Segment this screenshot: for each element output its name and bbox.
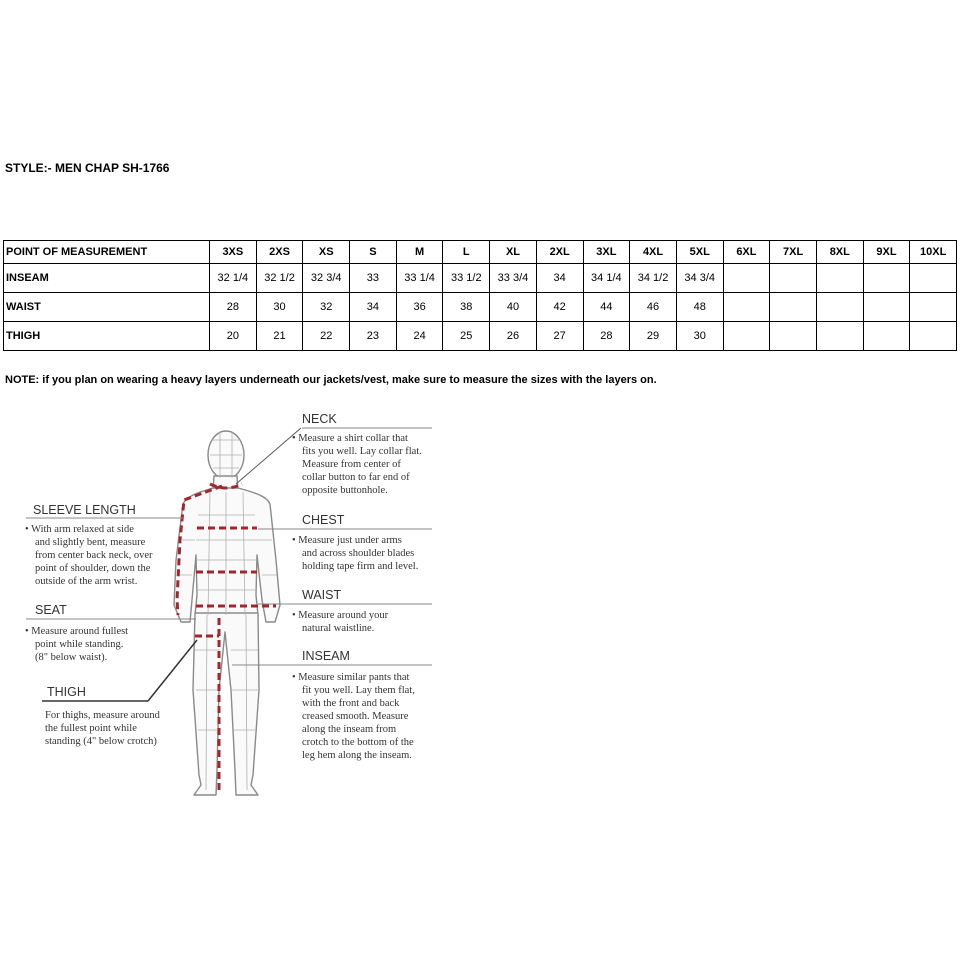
inseam-callout bbox=[232, 649, 432, 761]
svg-text:opposite buttonhole.: opposite buttonhole. bbox=[302, 485, 388, 496]
size-header-cell: L bbox=[443, 241, 490, 264]
size-header-cell: 6XL bbox=[723, 241, 770, 264]
neck-callout bbox=[236, 412, 432, 496]
measurement-cell: 34 1/4 bbox=[583, 264, 630, 293]
svg-text:and slightly bent, measure: and slightly bent, measure bbox=[35, 537, 146, 548]
svg-text:standing (4" below crotch): standing (4" below crotch) bbox=[45, 736, 157, 747]
size-header-cell: 10XL bbox=[910, 241, 957, 264]
measurement-cell bbox=[723, 264, 770, 293]
measurement-cell: 34 bbox=[536, 264, 583, 293]
measurement-cell bbox=[910, 293, 957, 322]
measurement-cell: 20 bbox=[210, 322, 257, 351]
style-title: STYLE:- MEN CHAP SH-1766 bbox=[5, 161, 170, 175]
table-row bbox=[4, 322, 957, 351]
svg-text:CHEST: CHEST bbox=[302, 513, 345, 527]
size-header-cell: 4XL bbox=[630, 241, 677, 264]
svg-text:fit you well. Lay them flat,: fit you well. Lay them flat, bbox=[302, 685, 415, 696]
measurement-cell: 28 bbox=[210, 293, 257, 322]
header-label-cell: POINT OF MEASUREMENT bbox=[4, 241, 210, 264]
svg-text:For thighs, measure around: For thighs, measure around bbox=[45, 710, 160, 721]
svg-text:from center back neck, over: from center back neck, over bbox=[35, 550, 153, 561]
measurement-cell bbox=[910, 322, 957, 351]
size-header-cell: XL bbox=[490, 241, 537, 264]
size-header-cell: 3XS bbox=[210, 241, 257, 264]
measurement-cell: 23 bbox=[350, 322, 397, 351]
measurement-cell: 48 bbox=[676, 293, 723, 322]
svg-text:natural waistline.: natural waistline. bbox=[302, 623, 375, 634]
svg-text:creased smooth. Measure: creased smooth. Measure bbox=[302, 711, 409, 722]
measurement-cell: 40 bbox=[490, 293, 537, 322]
measurement-cell bbox=[910, 264, 957, 293]
measurement-cell: 30 bbox=[256, 293, 303, 322]
measurement-cell bbox=[723, 322, 770, 351]
body-outline bbox=[174, 431, 280, 795]
chest-callout bbox=[258, 513, 432, 572]
measurement-cell: 36 bbox=[396, 293, 443, 322]
svg-text:• Measure similar pants that: • Measure similar pants that bbox=[292, 672, 410, 683]
seat-callout bbox=[25, 603, 196, 663]
svg-text:crotch to the bottom of the: crotch to the bottom of the bbox=[302, 737, 414, 748]
svg-text:(8" below waist).: (8" below waist). bbox=[35, 652, 108, 663]
measurement-cell: 46 bbox=[630, 293, 677, 322]
row-label-cell: INSEAM bbox=[4, 264, 210, 293]
measurement-cell: 29 bbox=[630, 322, 677, 351]
size-header-cell: XS bbox=[303, 241, 350, 264]
measurement-cell: 32 1/2 bbox=[256, 264, 303, 293]
row-label-cell: THIGH bbox=[4, 322, 210, 351]
measurement-cell: 33 1/4 bbox=[396, 264, 443, 293]
measurement-cell: 34 3/4 bbox=[676, 264, 723, 293]
svg-text:leg hem along the inseam.: leg hem along the inseam. bbox=[302, 750, 412, 761]
table-row bbox=[4, 264, 957, 293]
svg-text:• Measure a shirt collar that: • Measure a shirt collar that bbox=[292, 433, 408, 444]
measurement-cell: 32 3/4 bbox=[303, 264, 350, 293]
sleeve-length-callout bbox=[25, 503, 183, 587]
measurement-cell bbox=[770, 293, 817, 322]
layering-note: NOTE: if you plan on wearing a heavy layers underneath our jackets/vest, make sure to measure the sizes with the layers on. bbox=[5, 374, 657, 386]
size-header-cell: M bbox=[396, 241, 443, 264]
waist-callout bbox=[258, 588, 432, 634]
svg-text:the fullest point while: the fullest point while bbox=[45, 723, 137, 734]
measurement-cell: 28 bbox=[583, 322, 630, 351]
measurement-cell: 26 bbox=[490, 322, 537, 351]
svg-text:and across shoulder blades: and across shoulder blades bbox=[302, 548, 415, 559]
svg-text:SEAT: SEAT bbox=[35, 603, 67, 617]
svg-text:Measure from center of: Measure from center of bbox=[302, 459, 401, 470]
svg-text:outside of the arm wrist.: outside of the arm wrist. bbox=[35, 576, 138, 587]
svg-text:holding tape firm and level.: holding tape firm and level. bbox=[302, 561, 419, 572]
measurement-cell: 24 bbox=[396, 322, 443, 351]
measurement-cell: 34 1/2 bbox=[630, 264, 677, 293]
measurement-cell: 42 bbox=[536, 293, 583, 322]
svg-text:fits you well. Lay collar flat: fits you well. Lay collar flat. bbox=[302, 446, 422, 457]
measurement-cell bbox=[816, 322, 863, 351]
measurement-cell: 38 bbox=[443, 293, 490, 322]
measurement-cell bbox=[770, 322, 817, 351]
measurement-cell bbox=[816, 264, 863, 293]
measurement-guide-figure bbox=[0, 400, 960, 820]
size-header-cell: 2XS bbox=[256, 241, 303, 264]
size-header-cell: 8XL bbox=[816, 241, 863, 264]
svg-text:• Measure just under arms: • Measure just under arms bbox=[292, 535, 402, 546]
svg-text:collar button to far end of: collar button to far end of bbox=[302, 472, 410, 483]
size-header-cell: 7XL bbox=[770, 241, 817, 264]
svg-text:with the front and back: with the front and back bbox=[302, 698, 400, 709]
measurement-cell bbox=[863, 293, 910, 322]
measurement-cell bbox=[723, 293, 770, 322]
svg-text:along the inseam from: along the inseam from bbox=[302, 724, 397, 735]
measurement-cell bbox=[816, 293, 863, 322]
measurement-cell: 33 3/4 bbox=[490, 264, 537, 293]
measurement-cell: 21 bbox=[256, 322, 303, 351]
size-chart-table bbox=[3, 240, 957, 351]
row-label-cell: WAIST bbox=[4, 293, 210, 322]
svg-text:• Measure around your: • Measure around your bbox=[292, 610, 389, 621]
size-header-cell: 9XL bbox=[863, 241, 910, 264]
measurement-cell bbox=[863, 264, 910, 293]
measurement-cell: 32 bbox=[303, 293, 350, 322]
svg-text:• With arm relaxed at side: • With arm relaxed at side bbox=[25, 524, 134, 535]
svg-text:point of shoulder, down the: point of shoulder, down the bbox=[35, 563, 151, 574]
svg-text:• Measure around fullest: • Measure around fullest bbox=[25, 626, 129, 637]
svg-text:SLEEVE LENGTH: SLEEVE LENGTH bbox=[33, 503, 136, 517]
measurement-cell: 32 1/4 bbox=[210, 264, 257, 293]
measurement-cell: 27 bbox=[536, 322, 583, 351]
measurement-cell bbox=[863, 322, 910, 351]
svg-text:point while standing.: point while standing. bbox=[35, 639, 124, 650]
size-header-cell: S bbox=[350, 241, 397, 264]
size-header-cell: 3XL bbox=[583, 241, 630, 264]
table-row bbox=[4, 293, 957, 322]
svg-text:INSEAM: INSEAM bbox=[302, 649, 350, 663]
measurement-cell: 30 bbox=[676, 322, 723, 351]
measurement-cell: 34 bbox=[350, 293, 397, 322]
size-header-cell: 2XL bbox=[536, 241, 583, 264]
table-header-row bbox=[4, 241, 957, 264]
svg-text:NECK: NECK bbox=[302, 412, 337, 426]
size-header-cell: 5XL bbox=[676, 241, 723, 264]
measurement-cell: 25 bbox=[443, 322, 490, 351]
measurement-cell: 33 1/2 bbox=[443, 264, 490, 293]
measurement-cell: 33 bbox=[350, 264, 397, 293]
svg-text:WAIST: WAIST bbox=[302, 588, 342, 602]
measurement-cell bbox=[770, 264, 817, 293]
measurement-cell: 44 bbox=[583, 293, 630, 322]
measurement-cell: 22 bbox=[303, 322, 350, 351]
svg-text:THIGH: THIGH bbox=[47, 685, 86, 699]
